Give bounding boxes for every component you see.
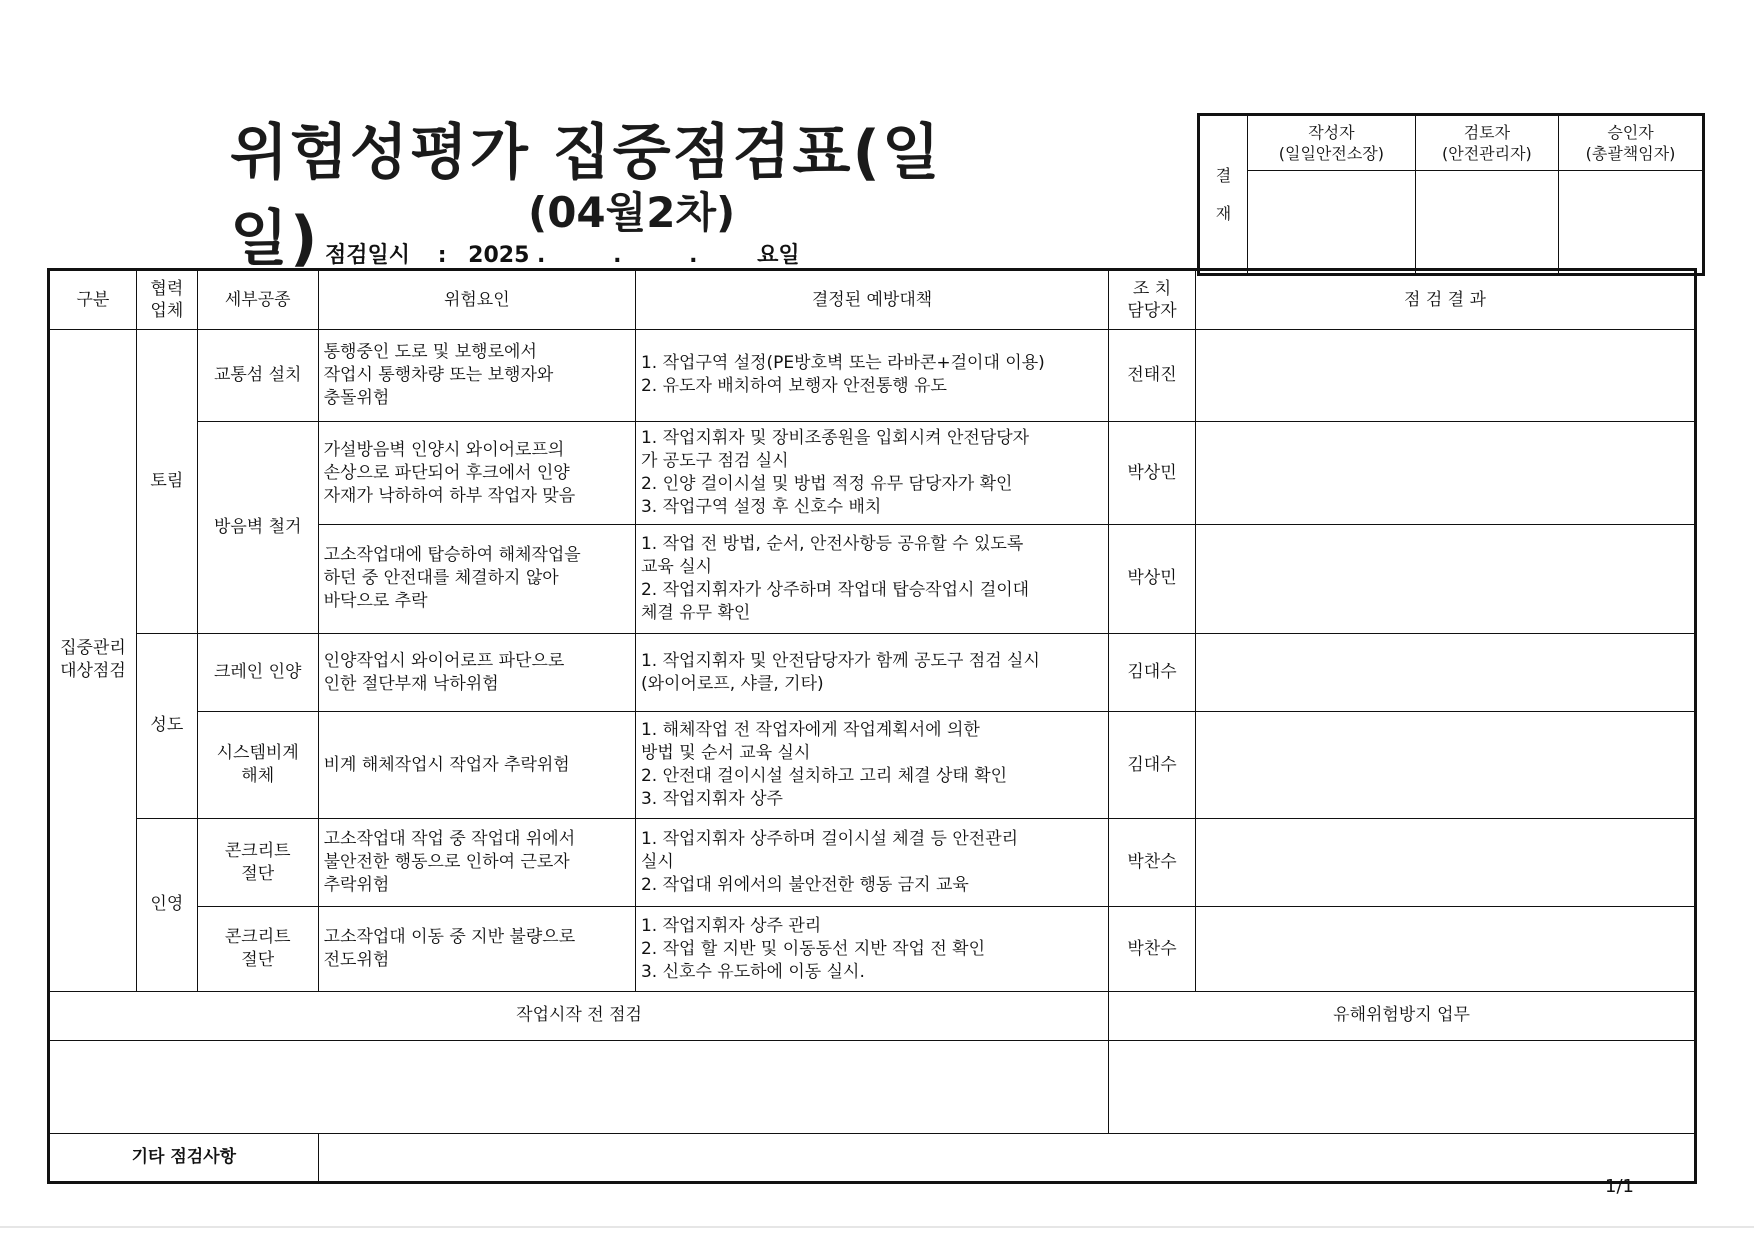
result-cell[interactable] — [1195, 422, 1695, 525]
section-body-row — [49, 1041, 1696, 1134]
header-contractor: 협력 업체 — [136, 270, 197, 330]
hazard-cell: 비계 해체작업시 작업자 추락위험 — [318, 712, 635, 819]
subtask-cell: 시스템비계 해체 — [197, 712, 318, 819]
category-cell: 집중관리 대상점검 — [49, 329, 137, 991]
manager-cell: 김대수 — [1109, 712, 1196, 819]
scan-edge-line — [0, 1226, 1754, 1228]
table-row — [49, 633, 1696, 711]
table-header-row — [49, 270, 1696, 330]
header-category: 구분 — [49, 270, 137, 330]
hazard-prevention-label: 유해위험방지 업무 — [1109, 991, 1696, 1040]
table-row — [49, 907, 1696, 991]
subtask-cell: 방음벽 철거 — [197, 422, 318, 634]
approval-author-header: 작성자 (일일안전소장) — [1248, 115, 1416, 171]
manager-cell: 박상민 — [1109, 422, 1196, 525]
result-cell[interactable] — [1195, 712, 1695, 819]
hazard-cell: 고소작업대 이동 중 지반 불량으로 전도위험 — [318, 907, 635, 991]
measure-cell: 1. 작업지휘자 상주 관리 2. 작업 할 지반 및 이동동선 지반 작업 전 확인 3. 신호수 유도하에 이동 실시. — [635, 907, 1108, 991]
approval-side-2: 재 — [1215, 203, 1232, 223]
hazard-cell: 인양작업시 와이어로프 파단으로 인한 절단부재 낙하위험 — [318, 633, 635, 711]
contractor-inyoung: 인영 — [136, 818, 197, 991]
pre-work-check-label: 작업시작 전 점검 — [49, 991, 1109, 1040]
result-cell[interactable] — [1195, 633, 1695, 711]
measure-cell: 1. 작업지휘자 및 안전담당자가 함께 공도구 점검 실시 (와이어로프, 샤클, 기타) — [635, 633, 1108, 711]
measure-cell: 1. 작업지휘자 및 장비조종원을 입회시켜 안전담당자 가 공도구 점검 실시 2. 인양 걸이시설 및 방법 적정 유무 담당자가 확인 3. 작업구역 설정 후 신호수 배치 — [635, 422, 1108, 525]
approval-side-label — [1199, 115, 1248, 275]
subtask-cell: 콘크리트 절단 — [197, 907, 318, 991]
manager-cell: 전태진 — [1109, 329, 1196, 422]
approval-reviewer-header: 검토자 (안전관리자) — [1415, 115, 1558, 171]
date-label: 점검일시 — [325, 243, 411, 268]
date-month-dot: . — [613, 243, 622, 268]
measure-cell: 1. 작업지휘자 상주하며 걸이시설 체결 등 안전관리 실시 2. 작업대 위에서의 불안전한 행동 금지 교육 — [635, 818, 1108, 906]
header-hazard: 위험요인 — [318, 270, 635, 330]
date-year: 2025 . — [468, 243, 546, 268]
table-row — [49, 818, 1696, 906]
manager-cell: 박상민 — [1109, 524, 1196, 633]
approval-reviewer-sign[interactable] — [1415, 171, 1558, 275]
manager-cell: 김대수 — [1109, 633, 1196, 711]
manager-cell: 박찬수 — [1109, 818, 1196, 906]
page-subtitle: (04월2차) — [528, 188, 736, 237]
contractor-torim: 토림 — [136, 329, 197, 633]
other-items-row — [49, 1133, 1696, 1182]
approval-block — [1197, 113, 1705, 276]
approval-side-1: 결 — [1215, 165, 1232, 185]
table-row — [49, 329, 1696, 422]
measure-cell: 1. 작업 전 방법, 순서, 안전사항등 공유할 수 있도록 교육 실시 2. 작업지휘자가 상주하며 작업대 탑승작업시 걸이대 체결 유무 확인 — [635, 524, 1108, 633]
inspection-table — [47, 268, 1697, 1184]
hazard-prevention-area[interactable] — [1109, 1041, 1696, 1134]
approval-approver-header: 승인자 (총괄책임자) — [1559, 115, 1704, 171]
approval-author-sign[interactable] — [1248, 171, 1416, 275]
other-items-area[interactable] — [318, 1133, 1695, 1182]
subtask-cell: 교통섬 설치 — [197, 329, 318, 422]
header-result: 점 검 결 과 — [1195, 270, 1695, 330]
hazard-cell: 가설방음벽 인양시 와이어로프의 손상으로 파단되어 후크에서 인양 자재가 낙하하여 하부 작업자 맞음 — [318, 422, 635, 525]
date-day-dot: . — [689, 243, 698, 268]
measure-cell: 1. 해체작업 전 작업자에게 작업계획서에 의한 방법 및 순서 교육 실시 2. 안전대 걸이시설 설치하고 고리 체결 상태 확인 3. 작업지휘자 상주 — [635, 712, 1108, 819]
approval-approver-sign[interactable] — [1559, 171, 1704, 275]
manager-cell: 박찬수 — [1109, 907, 1196, 991]
table-row — [49, 712, 1696, 819]
header-manager: 조 치 담당자 — [1109, 270, 1196, 330]
contractor-seongdo: 성도 — [136, 633, 197, 818]
page-title: 위험성평가 집중점검표(일일) — [230, 118, 942, 274]
result-cell[interactable] — [1195, 907, 1695, 991]
table-row — [49, 422, 1696, 525]
subtask-cell: 크레인 인양 — [197, 633, 318, 711]
result-cell[interactable] — [1195, 524, 1695, 633]
date-weekday: 요일 — [757, 243, 800, 268]
hazard-cell: 고소작업대에 탑승하여 해체작업을 하던 중 안전대를 체결하지 않아 바닥으로 추락 — [318, 524, 635, 633]
hazard-cell: 통행중인 도로 및 보행로에서 작업시 통행차량 또는 보행자와 충돌위험 — [318, 329, 635, 422]
hazard-cell: 고소작업대 작업 중 작업대 위에서 불안전한 행동으로 인하여 근로자 추락위험 — [318, 818, 635, 906]
inspection-date-row — [325, 238, 800, 269]
header-measure: 결정된 예방대책 — [635, 270, 1108, 330]
pre-work-check-area[interactable] — [49, 1041, 1109, 1134]
other-items-label: 기타 점검사항 — [49, 1133, 319, 1182]
page-number: 1/1 — [1605, 1176, 1634, 1197]
result-cell[interactable] — [1195, 329, 1695, 422]
section-header-row — [49, 991, 1696, 1040]
date-colon: : — [437, 243, 447, 268]
subtask-cell: 콘크리트 절단 — [197, 818, 318, 906]
measure-cell: 1. 작업구역 설정(PE방호벽 또는 라바콘+걸이대 이용) 2. 유도자 배치하여 보행자 안전통행 유도 — [635, 329, 1108, 422]
result-cell[interactable] — [1195, 818, 1695, 906]
header-subtask: 세부공종 — [197, 270, 318, 330]
